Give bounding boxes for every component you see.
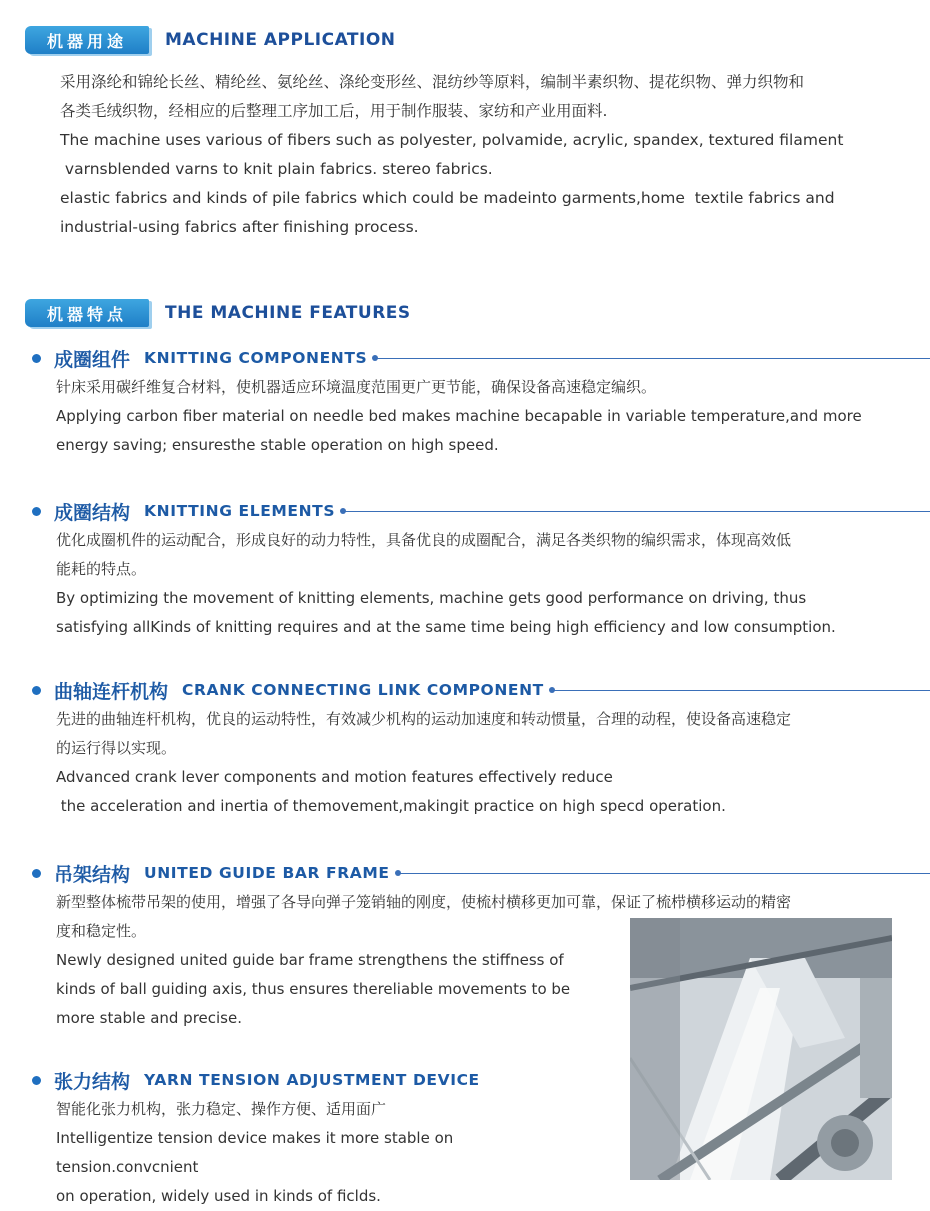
feature-yarn-tension — [32, 1065, 530, 1211]
feature-title-en: CRANK CONNECTING LINK COMPONENT — [182, 681, 544, 699]
feature-title-cn: 吊架结构 — [54, 863, 131, 886]
feature-line: 针床采用碳纤维复合材料，使机器适应环境温度范围更广更节能，确保设备高速稳定编织。 — [56, 378, 657, 396]
feature-line: Applying carbon fiber material on needle bed makes machine becapable in variable temperature,and more — [56, 407, 862, 425]
application-line: The machine uses various of fibers such as polyester, polvamide, acrylic, spandex, textured filament — [60, 131, 844, 149]
bullet-icon — [32, 1076, 41, 1085]
feature-title-en: UNITED GUIDE BAR FRAME — [144, 864, 390, 882]
features-title: THE MACHINE FEATURES — [165, 303, 411, 323]
application-line: 各类毛绒织物，经相应的后整理工序加工后，用于制作服装、家纺和产业用面料. — [60, 102, 608, 120]
application-header — [25, 25, 396, 55]
feature-line: energy saving; ensuresthe stable operation on high speed. — [56, 436, 499, 454]
feature-title-cn: 曲轴连杆机构 — [54, 680, 169, 703]
feature-line: Newly designed united guide bar frame strengthens the stiffness of — [56, 951, 564, 969]
feature-title-en: KNITTING ELEMENTS — [144, 502, 336, 520]
bullet-icon — [32, 686, 41, 695]
feature-line: 优化成圈机件的运动配合，形成良好的动力特性，具备优良的成圈配合，满足各类织物的编织需求，体现高效低 — [56, 531, 792, 549]
divider-line — [398, 873, 930, 874]
feature-line: Advanced crank lever components and motion features effectively reduce — [56, 768, 613, 786]
feature-knitting-components — [32, 343, 930, 460]
machine-photo — [630, 918, 892, 1180]
feature-line: Intelligentize tension device makes it more stable on tension.convcnient — [56, 1129, 454, 1176]
feature-line: 先进的曲轴连杆机构，优良的运动特性，有效减少机构的运动加速度和转动惯量，合理的动程，使设备高速稳定 — [56, 710, 792, 728]
feature-line: on operation, widely used in kinds of ficlds. — [56, 1187, 381, 1205]
application-line: elastic fabrics and kinds of pile fabrics which could be madeinto garments,home textile fabrics and — [60, 189, 835, 207]
application-line: industrial-using fabrics after finishing process. — [60, 218, 419, 236]
divider-line — [552, 690, 930, 691]
feature-title-cn: 成圈组件 — [54, 348, 131, 371]
feature-line: 新型整体梳带吊架的使用，增强了各导向弹子笼销轴的刚度，使梳村横移更加可靠，保证了梳栉横移运动的精密 — [56, 893, 792, 911]
feature-title-en: KNITTING COMPONENTS — [144, 349, 368, 367]
feature-line: 能耗的特点。 — [56, 560, 147, 578]
bullet-icon — [32, 507, 41, 516]
machine-photo-illustration — [630, 918, 892, 1180]
feature-line: more stable and precise. — [56, 1009, 242, 1027]
application-text — [60, 68, 880, 242]
feature-line: kinds of ball guiding axis, thus ensures thereliable movements to be — [56, 980, 571, 998]
bullet-icon — [32, 869, 41, 878]
feature-line: 智能化张力机构，张力稳定、操作方便、适用面广 — [56, 1100, 387, 1118]
feature-title-cn: 张力结构 — [54, 1070, 131, 1093]
feature-line: By optimizing the movement of knitting elements, machine gets good performance on driving, thus — [56, 589, 807, 607]
application-title: MACHINE APPLICATION — [165, 30, 396, 50]
feature-line: satisfying allKinds of knitting requires and at the same time being high efficiency and low consumption. — [56, 618, 836, 636]
feature-knitting-elements — [32, 496, 930, 642]
feature-line: 的运行得以实现。 — [56, 739, 177, 757]
feature-title-cn: 成圈结构 — [54, 501, 131, 524]
features-tag: 机器特点 — [25, 299, 149, 327]
bullet-icon — [32, 354, 41, 363]
feature-line: the acceleration and inertia of themovement,makingit practice on high specd operation. — [56, 797, 726, 815]
feature-crank-link — [32, 675, 930, 821]
divider-line — [343, 511, 930, 512]
divider-line — [375, 358, 930, 359]
application-line: 采用涤纶和锦纶长丝、精纶丝、氨纶丝、涤纶变形丝、混纺纱等原料，编制半素织物、提花织物、弹力织物和 — [60, 73, 805, 91]
features-header — [25, 298, 411, 328]
application-line: varnsblended varns to knit plain fabrics. stereo fabrics. — [60, 160, 493, 178]
feature-title-en: YARN TENSION ADJUSTMENT DEVICE — [144, 1071, 480, 1089]
application-tag: 机器用途 — [25, 26, 149, 54]
feature-line: 度和稳定性。 — [56, 922, 147, 940]
